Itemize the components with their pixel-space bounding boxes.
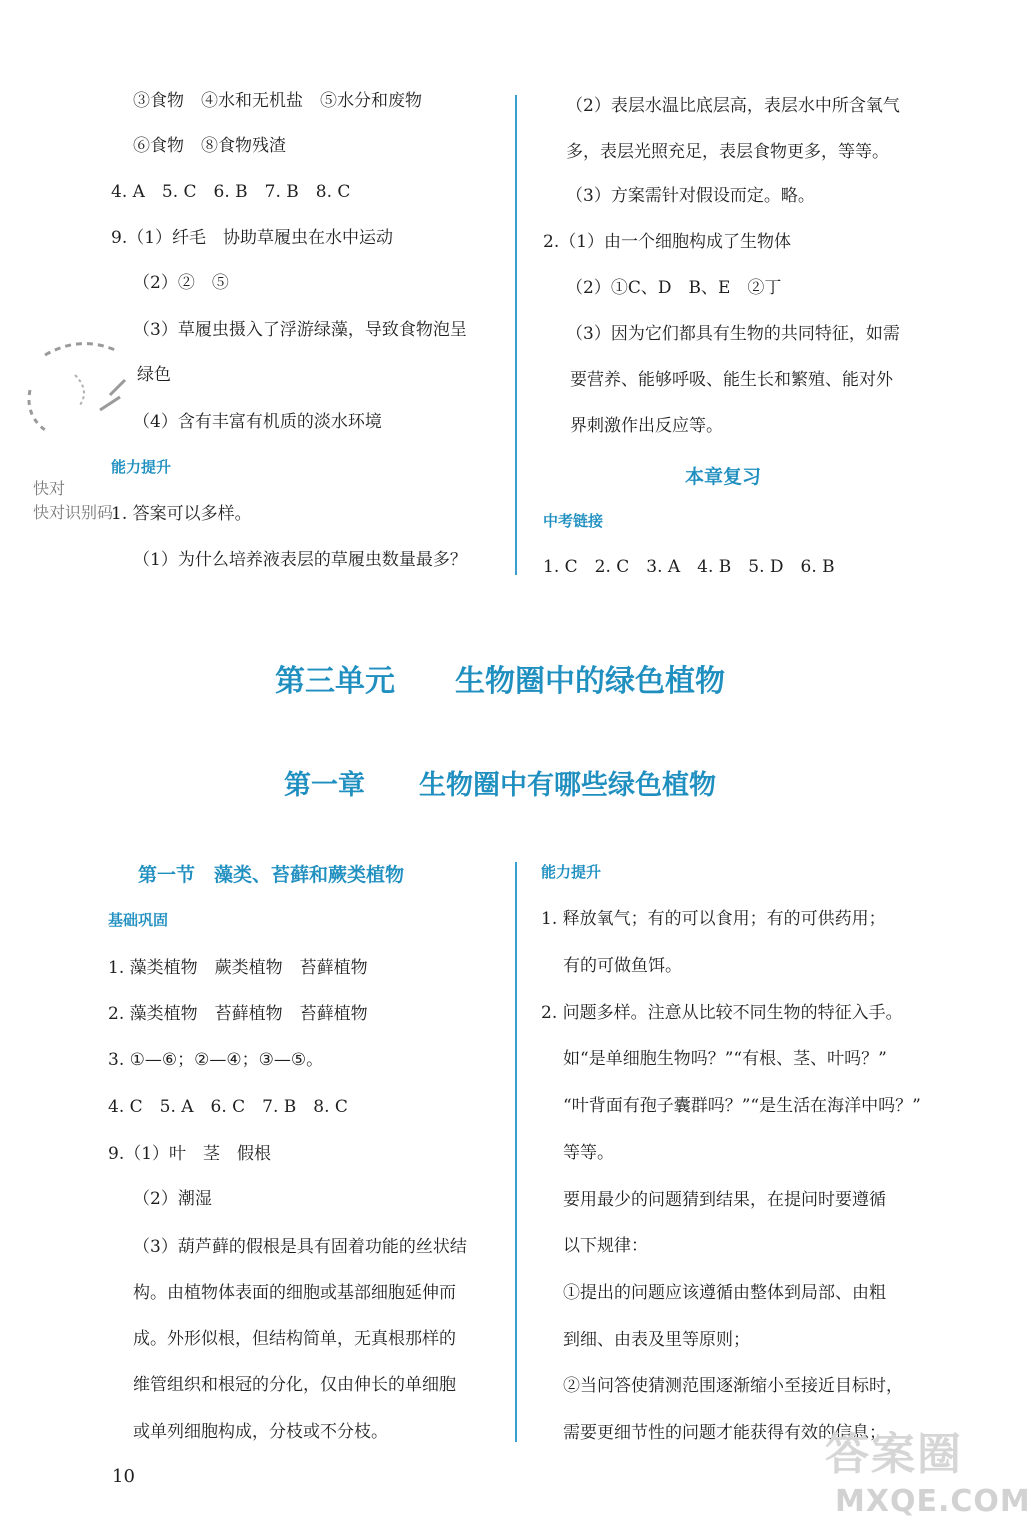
br-line-2: 有的可做鱼饵。 (563, 956, 682, 976)
br-line-6: 等等。 (563, 1143, 614, 1163)
tr-line-1: （2）表层水温比底层高，表层水中所含氧气 (566, 96, 900, 116)
tl-line-3: 4. A 5. C 6. B 7. B 8. C (111, 182, 351, 202)
column-divider-bottom (515, 862, 517, 1442)
br-line-8: 以下规律： (563, 1236, 648, 1256)
br-line-11: ②当问答使猜测范围逐渐缩小至接近目标时， (563, 1376, 903, 1396)
tl-line-2: ⑥食物 ⑧食物残渣 (133, 136, 286, 156)
tr-answers: 1. C 2. C 3. A 4. B 5. D 6. B (543, 557, 835, 577)
tl-line-5: （2）② ⑤ (133, 273, 229, 293)
tr-line-7: 要营养、能够呼吸、能生长和繁殖、能对外 (570, 370, 893, 390)
tr-line-2: 多，表层光照充足，表层食物更多，等等。 (566, 142, 889, 162)
bl-line-11: 或单列细胞构成，分枝或不分枝。 (133, 1422, 388, 1442)
bl-line-6: （2）潮湿 (133, 1189, 212, 1209)
br-line-1: 1. 释放氧气；有的可以食用；有的可供药用； (541, 909, 886, 929)
br-line-5: “叶背面有孢子囊群吗？”“是生活在海洋中吗？” (563, 1096, 921, 1116)
tl-after-1: 1. 答案可以多样。 (111, 504, 252, 524)
tr-line-8: 界刺激作出反应等。 (570, 416, 723, 436)
watermark-main: 答案圈 (825, 1429, 963, 1480)
section-title: 第一节 藻类、苔藓和蕨类植物 (138, 864, 405, 886)
br-line-9: ①提出的问题应该遵循由整体到局部、由粗 (563, 1283, 886, 1303)
br-line-10: 到细、由表及里等原则； (563, 1330, 750, 1350)
stamp-text-1: 快对 (33, 479, 66, 498)
bl-line-10: 维管组织和根冠的分化，仅由伸长的单细胞 (133, 1375, 456, 1395)
bl-line-7: （3）葫芦藓的假根是具有固着功能的丝状结 (133, 1237, 467, 1257)
column-divider-top (515, 95, 517, 575)
bl-line-2: 2. 藻类植物 苔藓植物 苔藓植物 (108, 1004, 368, 1024)
tl-line-1: ③食物 ④水和无机盐 ⑤水分和废物 (133, 91, 422, 111)
tr-line-5: （2）①C、D B、E ②丁 (566, 278, 782, 298)
br-subheading: 能力提升 (541, 863, 602, 881)
tl-line-6: （3）草履虫摄入了浮游绿藻，导致食物泡呈 (133, 320, 467, 340)
chapter-review-title: 本章复习 (685, 466, 762, 488)
bl-line-8: 构。由植物体表面的细胞或基部细胞延伸而 (133, 1283, 456, 1303)
page-number: 10 (112, 1466, 135, 1487)
bl-line-4: 4. C 5. A 6. C 7. B 8. C (108, 1097, 348, 1117)
br-line-3: 2. 问题多样。注意从比较不同生物的特征入手。 (541, 1003, 903, 1023)
bl-subheading: 基础巩固 (108, 911, 169, 929)
tl-line-7: 绿色 (137, 365, 171, 385)
tl-after-2: （1）为什么培养液表层的草履虫数量最多？ (133, 550, 467, 570)
bl-line-3: 3. ①—⑥；②—④；③—⑤。 (108, 1050, 324, 1070)
tr-line-6: （3）因为它们都具有生物的共同特征，如需 (566, 324, 900, 344)
bl-line-1: 1. 藻类植物 蕨类植物 苔藓植物 (108, 958, 368, 978)
watermark-logo (825, 1418, 1031, 1536)
tr-line-3: （3）方案需针对假设而定。略。 (566, 186, 815, 206)
chapter-title: 第一章 生物圈中有哪些绿色植物 (284, 770, 716, 801)
br-line-7: 要用最少的问题猜到结果，在提问时要遵循 (563, 1190, 886, 1210)
watermark-sub: MXQE.COM (835, 1484, 1031, 1519)
bl-line-9: 成。外形似根，但结构简单，无真根那样的 (133, 1329, 456, 1349)
tr-line-4: 2.（1）由一个细胞构成了生物体 (543, 232, 792, 252)
br-line-12: 需要更细节性的问题才能获得有效的信息； (563, 1423, 886, 1443)
tl-subheading: 能力提升 (111, 458, 172, 476)
stamp-text-2: 快对识别码 (33, 503, 114, 522)
tr-subheading: 中考链接 (543, 512, 604, 530)
tl-line-8: （4）含有丰富有机质的淡水环境 (133, 412, 382, 432)
br-line-4: 如“是单细胞生物吗？”“有根、茎、叶吗？” (563, 1049, 887, 1069)
tl-line-4: 9.（1）纤毛 协助草履虫在水中运动 (111, 228, 394, 248)
stamp-graphic (20, 335, 140, 445)
bl-line-5: 9.（1）叶 茎 假根 (108, 1144, 272, 1164)
unit-title: 第三单元 生物圈中的绿色植物 (275, 664, 725, 699)
